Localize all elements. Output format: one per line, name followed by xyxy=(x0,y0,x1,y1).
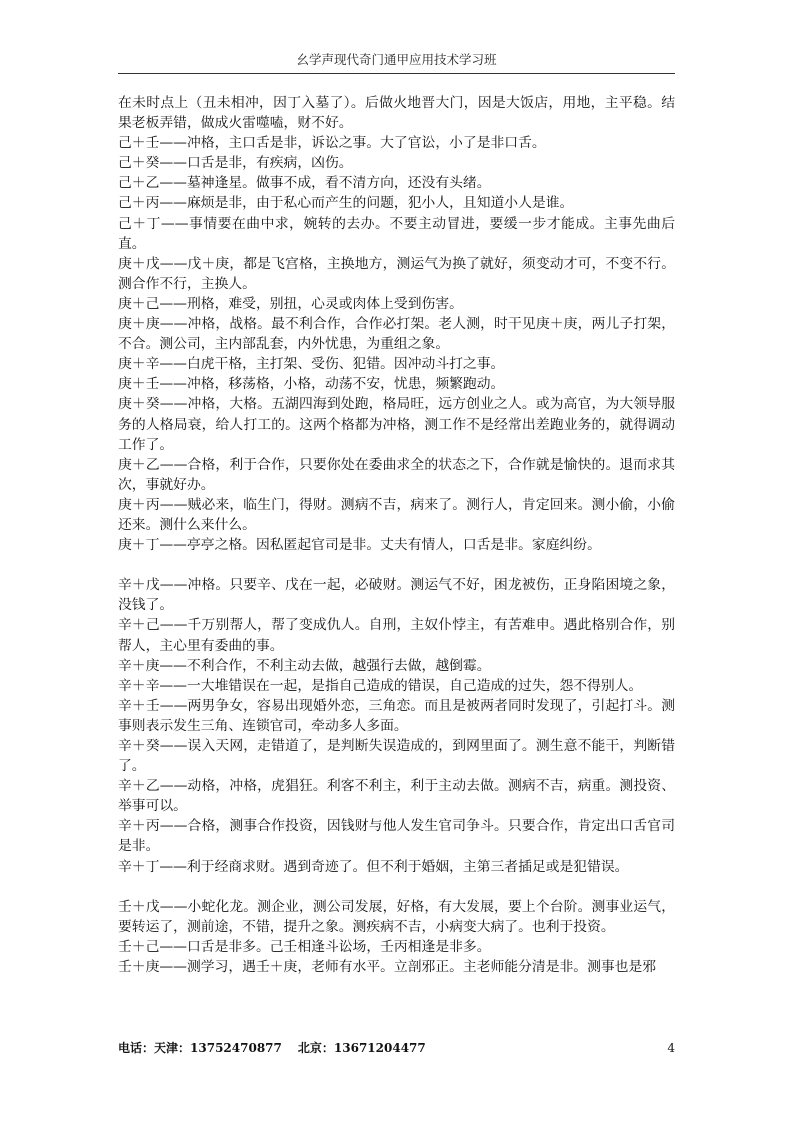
beijing-phone-number: 13671204477 xyxy=(333,1041,426,1055)
body-paragraph: 庚＋壬——冲格，移荡格，小格，动荡不安，忧患，频繁跑动。 xyxy=(118,376,505,393)
paragraph-gap xyxy=(118,877,675,897)
body-paragraph: 庚＋丁——亭亭之格。因私匿起官司是非。丈夫有情人，口舌是非。家庭纠纷。 xyxy=(118,537,601,554)
body-paragraph: 庚＋丙——贼必来，临生门，得财。测病不吉，病来了。测行人，肯定回来。测小偷，小偷还来。测什么来什么。 xyxy=(118,496,675,533)
body-paragraph: 辛＋己——千万别帮人，帮了变成仇人。自刑，主奴仆悖主，有苦难申。遇此格别合作，别帮人，主心里有委曲的事。 xyxy=(118,617,675,654)
tianjin-phone-number: 13752470877 xyxy=(190,1041,282,1055)
body-paragraph: 庚＋庚——冲格，战格。最不利合作，合作必打架。老人测，时干见庚＋庚，两儿子打架，不合。测公司，主内部乱套，内外忧患，为重组之象。 xyxy=(118,316,675,353)
body-paragraph: 辛＋丁——利于经商求财。遇到奇迹了。但不利于婚姻，主第三者插足或是犯错误。 xyxy=(118,858,629,875)
body-paragraph: 己＋壬——冲格，主口舌是非，诉讼之事。大了官讼，小了是非口舌。 xyxy=(118,135,546,152)
body-paragraph: 辛＋庚——不利合作，不利主动去做，越强行去做，越倒霉。 xyxy=(118,657,491,674)
body-paragraph: 辛＋辛——一大堆错误在一起，是指自己造成的错误，自己造成的过失，怨不得别人。 xyxy=(118,677,643,694)
phone-label: 电话： xyxy=(118,1041,155,1055)
tianjin-label: 天津： xyxy=(154,1041,191,1055)
body-paragraph: 庚＋辛——白虎干格，主打架、受伤、犯错。因冲动斗打之事。 xyxy=(118,356,505,373)
body-paragraph: 己＋丁——事情要在曲中求，婉转的去办。不要主动冒进，要缓一步才能成。主事先曲后直。 xyxy=(118,215,675,252)
body-paragraph: 辛＋丙——合格，测事合作投资，因钱财与他人发生官司争斗。只要合作，肯定出口舌官司是非。 xyxy=(118,818,675,855)
body-paragraph: 辛＋壬——两男争女，容易出现婚外恋，三角恋。而且是被两者同时发现了，引起打斗。测事则表示发生三角、连锁官司，牵动多人多面。 xyxy=(118,697,675,734)
body-paragraph: 在未时点上（丑未相冲，因丁入墓了）。后做火地晋大门，因是大饭店，用地，主平稳。结果老板弄错，做成火雷噬嗑，财不好。 xyxy=(118,95,675,132)
body-paragraph: 辛＋戊——冲格。只要辛、戊在一起，必破财。测运气不好，困龙被伤，正身陷困境之象，没钱了。 xyxy=(118,577,675,614)
body-paragraph: 己＋乙——墓神逢星。做事不成，看不清方向，还没有头绪。 xyxy=(118,175,491,192)
header-divider xyxy=(118,73,675,74)
body-paragraph: 辛＋乙——动格，冲格，虎猖狂。利客不利主，利于主动去做。测病不吉，病重。测投资、举事可以。 xyxy=(118,778,675,815)
body-paragraph: 庚＋癸——冲格，大格。五湖四海到处跑，格局旺，远方创业之人。或为高官，为大领导服务的人格局衰，给人打工的。这两个格都为冲格，测工作不是经常出差跑业务的，就得调动工作了。 xyxy=(118,396,675,453)
page-number: 4 xyxy=(667,1041,675,1055)
body-paragraph: 庚＋戊——戊＋庚，都是飞宫格，主换地方，测运气为换了就好，须变动才可，不变不行。测合作不行，主换人。 xyxy=(118,255,675,292)
body-paragraph: 壬＋庚——测学习，遇壬＋庚，老师有水平。立剖邪正。主老师能分清是非。测事也是邪 xyxy=(118,959,657,976)
footer-contact xyxy=(118,1040,426,1056)
page-header-title: 幺学声现代奇门通甲应用技术学习班 xyxy=(296,52,497,67)
body-paragraph: 庚＋乙——合格，利于合作，只要你处在委曲求全的状态之下，合作就是愉快的。退而求其次，事就好办。 xyxy=(118,456,675,493)
beijing-label: 北京： xyxy=(297,1041,334,1055)
body-paragraph: 壬＋己——口舌是非多。己壬相逢斗讼场，壬丙相逢是非多。 xyxy=(118,938,491,955)
document-body xyxy=(118,93,675,977)
body-paragraph: 壬＋戊——小蛇化龙。测企业，测公司发展，好格，有大发展，要上个台阶。测事业运气，要转运了，测前途，不错，提升之象。测疾病不吉，小病变大病了。也利于投资。 xyxy=(118,898,675,935)
body-paragraph: 辛＋癸——误入天网，走错道了，是判断失误造成的，到网里面了。测生意不能干，判断错了。 xyxy=(118,738,675,775)
body-paragraph: 庚＋己——刑格，难受，别扭，心灵或肉体上受到伤害。 xyxy=(118,295,463,312)
body-paragraph: 己＋癸——口舌是非，有疾病，凶伤。 xyxy=(118,155,353,172)
paragraph-gap xyxy=(118,555,675,575)
body-paragraph: 己＋丙——麻烦是非，由于私心而产生的问题，犯小人，且知道小人是谁。 xyxy=(118,195,574,212)
